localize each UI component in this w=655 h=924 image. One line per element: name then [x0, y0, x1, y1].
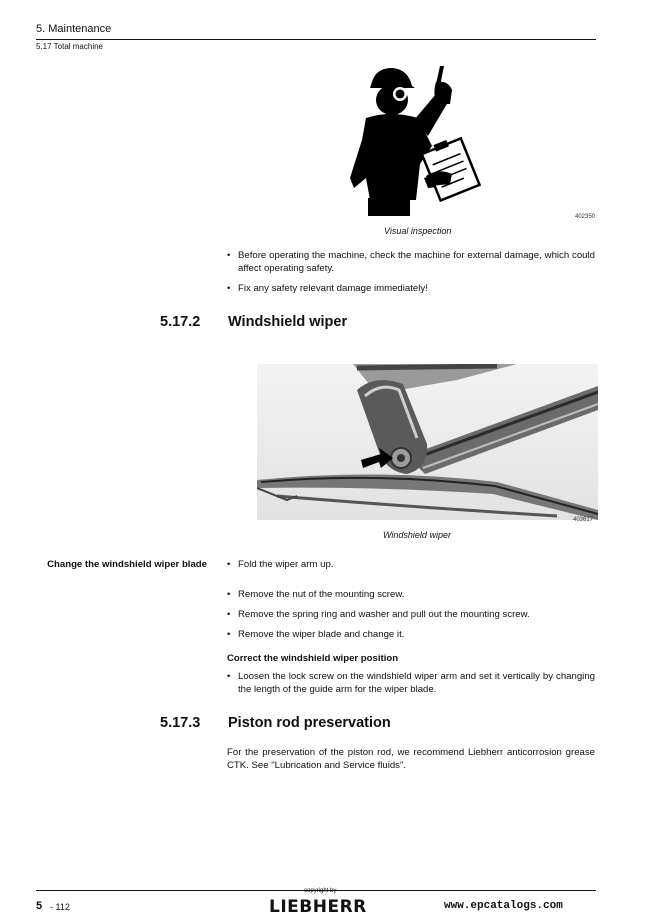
- brand-logo: LIEBHERR: [269, 897, 367, 917]
- list-item: [227, 588, 595, 601]
- chapter-title: 5. Maintenance: [36, 23, 112, 35]
- list-item: [227, 249, 595, 275]
- section-heading: Piston rod preservation: [228, 715, 391, 731]
- list-item: [227, 670, 595, 696]
- page-chapter: 5: [36, 900, 43, 912]
- procedure-label: Change the windshield wiper blade: [47, 559, 207, 570]
- section-heading: Windshield wiper: [228, 314, 348, 330]
- subheading: Correct the windshield wiper position: [227, 653, 399, 664]
- list-item-text: Fold the wiper arm up.: [238, 559, 334, 570]
- bullet-icon: •: [227, 629, 231, 640]
- figure-number: 402350: [575, 214, 596, 220]
- list-item-text: Before operating the machine, check the machine for external damage, which could affect operating safety.: [238, 250, 595, 274]
- section-number: 5.17.3: [160, 715, 201, 731]
- list-item: [227, 558, 595, 571]
- bullet-icon: •: [227, 589, 231, 600]
- paragraph: For the preservation of the piston rod, we recommend Liebherr anticorrosion grease CTK. See "Lubrication and Service fluids".: [227, 747, 595, 771]
- copyright-label: copyright by: [304, 888, 337, 894]
- visual-inspection-figure: [340, 60, 490, 220]
- figure-caption: Windshield wiper: [383, 530, 451, 540]
- bullet-icon: •: [227, 250, 231, 261]
- section-title: 5.17 Total machine: [36, 42, 104, 51]
- list-item: [227, 282, 595, 295]
- list-item-text: Remove the wiper blade and change it.: [238, 629, 405, 640]
- figure-caption: Visual inspection: [384, 226, 452, 236]
- header-rule: [36, 39, 596, 40]
- bullet-icon: •: [227, 283, 231, 294]
- list-item-text: Remove the spring ring and washer and pull out the mounting screw.: [238, 609, 530, 620]
- list-item-text: Loosen the lock screw on the windshield wiper arm and set it vertically by changing the length of the guide arm for the wiper blade.: [238, 671, 595, 695]
- bullet-icon: •: [227, 671, 231, 682]
- page-number: - 112: [50, 902, 70, 912]
- bullet-icon: •: [227, 609, 231, 620]
- figure-number: 403617: [573, 517, 594, 523]
- windshield-wiper-figure: [257, 364, 598, 520]
- list-item: [227, 628, 595, 641]
- list-item-text: Remove the nut of the mounting screw.: [238, 589, 405, 600]
- section-number: 5.17.2: [160, 314, 201, 330]
- list-item-text: Fix any safety relevant damage immediately!: [238, 283, 428, 294]
- list-item: [227, 608, 595, 621]
- bullet-icon: •: [227, 559, 231, 570]
- website-link[interactable]: www.epcatalogs.com: [444, 900, 563, 912]
